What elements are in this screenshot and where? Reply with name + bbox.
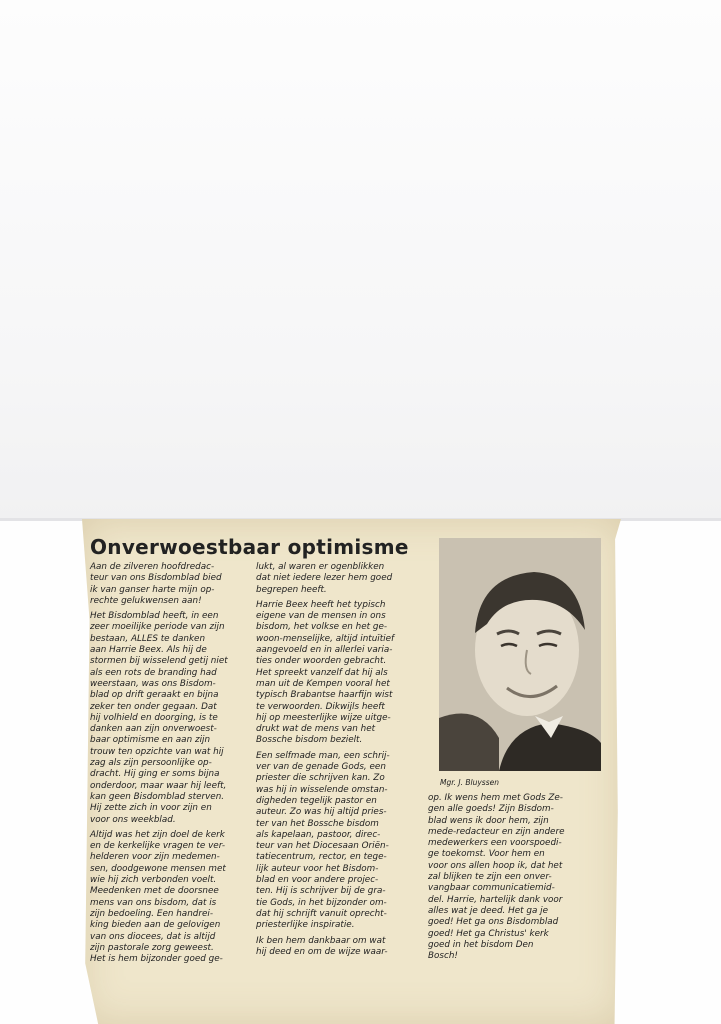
paragraph: op. Ik wens hem met Gods Ze- gen alle goeds! Zijn Bisdom- blad wens ik door hem, zijn mede-redacteur en zijn andere medewerkers een voorspoedi- ge toekomst. Voor hem en voor ons allen hoop ik, dat het zal blijken te zijn een onver- vangbaar communicatiemid- del. Harrie, hartelijk dank voor alles wat je deed. Het ga je goed! Het ga ons Bisdomblad goed! Het ga Christus' kerk goed in het bisdom Den Bosch! bbox=[428, 793, 565, 962]
paragraph: Het Bisdomblad heeft, in een zeer moeilijke periode van zijn bestaan, ALLES te danken aan Harrie Beex. Als hij de stormen bij wisselend getij niet als een rots de branding had weerstaan, was ons Bisdom- blad op drift geraakt en bijna zeker ten onder gegaan. Dat hij volhield en doorging, is te danken aan zijn onverwoest- baar optimisme en aan zijn trouw ten opzichte van wat hij zag als zijn persoonlijke op- dracht. Hij ging er soms bijna onderdoor, maar waar hij leeft, kan geen Bisdomblad sterven. Hij zette zich in voor zijn en voor ons weekblad. bbox=[90, 611, 228, 825]
paragraph: lukt, al waren er ogenblikken dat niet iedere lezer hem goed begrepen heeft. bbox=[256, 562, 393, 595]
paragraph: Harrie Beex heeft het typisch eigene van de mensen in ons bisdom, het volkse en het ge- woon-menselijke, altijd intuïtief aangevoeld en in allerlei varia- ties onder woorden gebracht. Het spreekt vanzelf dat hij als man uit de Kempen vooral het typisch Brabantse haarfijn wist te verwoorden. Dikwijls heeft hij op meesterlijke wijze uitge- drukt wat de mens van het Bossche bisdom bezielt. bbox=[256, 599, 395, 746]
portrait-photo bbox=[439, 538, 601, 771]
article-column-3 bbox=[428, 793, 606, 966]
portrait-illustration bbox=[439, 538, 601, 771]
photo-caption: Mgr. J. Bluyssen bbox=[440, 778, 499, 787]
paragraph: Ik ben hem dankbaar om wat hij deed en om de wijze waar- bbox=[256, 935, 388, 957]
paragraph: Een selfmade man, een schrij- ver van de genade Gods, een priester die schrijven kan. Zo was hij in wisselende omstan- digheden tegelijk pastor en auteur. Zo was hij altijd pries- ter van het Bossche bisdom als kapelaan, pastoor, direc- teur van het Diocesaan Oriën- tatiecentrum, rector, en tege- lijk auteur voor het Bisdom- blad en voor andere projec- ten. Hij is schrijver bij de gra- tie Gods, in het bijzonder om- dat hij schrijft vanuit oprecht- priesterlijke inspiratie. bbox=[256, 750, 390, 931]
article-column-2 bbox=[256, 562, 426, 962]
article-column-1 bbox=[90, 562, 258, 969]
paragraph: Altijd was het zijn doel de kerk en de kerkelijke vragen te ver- helderen voor zijn medemen- sen, doodgewone mensen met wie hij zich verbonden voelt. Meedenken met de doorsnee mens van ons bisdom, dat is zijn bedoeling. Een handrei- king bieden aan de gelovigen van ons diocees, dat is altijd zijn pastorale zorg geweest. Het is hem bijzonder goed ge- bbox=[90, 829, 226, 965]
paragraph: Aan de zilveren hoofdredac- teur van ons Bisdomblad bied ik van ganser harte mijn op- rechte gelukwensen aan! bbox=[90, 562, 222, 606]
article-headline: Onverwoestbaar optimisme bbox=[90, 535, 409, 559]
